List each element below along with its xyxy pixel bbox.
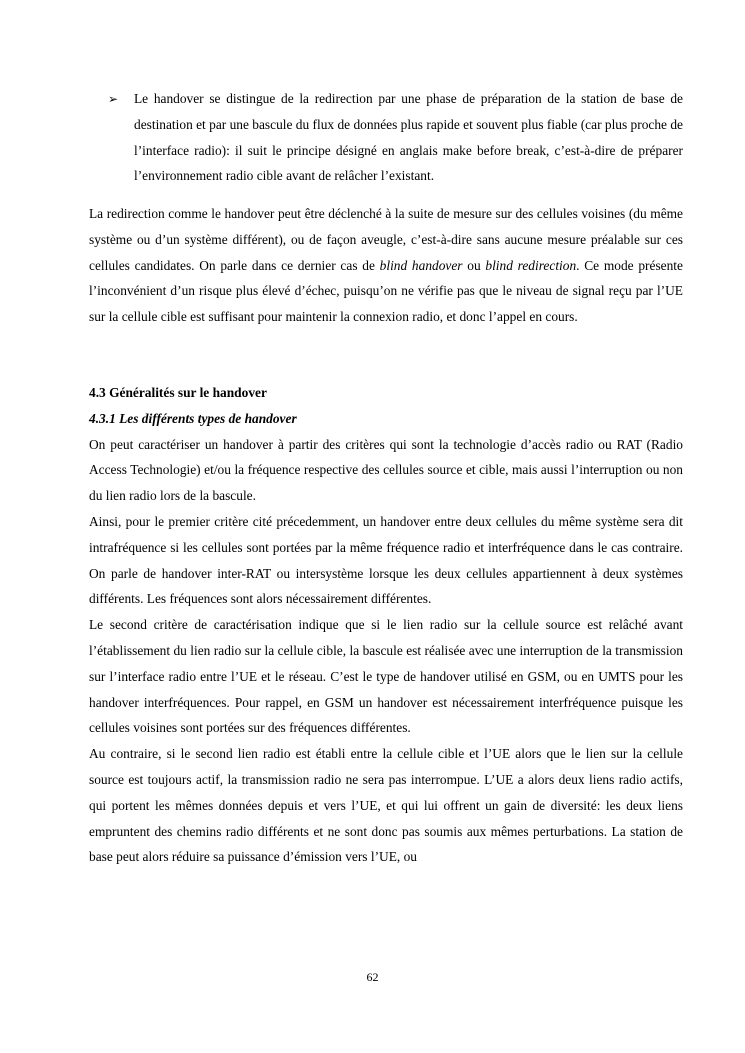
section-heading: 4.3 Généralités sur le handover bbox=[89, 385, 267, 400]
page-number: 62 bbox=[366, 970, 379, 984]
paragraph-soft-handover: Au contraire, si le second lien radio est établi entre la cellule cible et l’UE alors que le lien sur la cellule source est toujours actif, la transmission radio ne sera pas interrompue. L’UE a alors deux liens radio actifs, qui portent les mêmes données depuis et vers l’UE, et qui lui offrent un gain de diversité: les deux liens empruntent des chemins radio différents et ne sont donc pas soumis aux mêmes perturbations. La station de base peut alors réduire sa puissance d’émission vers l’UE, ou bbox=[89, 746, 683, 865]
subsection-heading: 4.3.1 Les différents types de handover bbox=[89, 410, 297, 426]
term-blind-handover: blind handover bbox=[379, 257, 463, 273]
bullet-text: Le handover se distingue de la redirection par une phase de préparation de la station de base de destination et par une bascule du flux de données plus rapide et souvent plus fiable (car plus proche de l’interface radio): il suit le principe désigné en anglais make before break, c’est-à-dire de préparer l’environnement radio cible avant de relâcher l’existant. bbox=[134, 91, 683, 184]
para1-text-a: La redirection comme le handover peut être déclenché à la suite de mesure sur des cellules voisines (du même système ou d’un système différent), ou de façon aveugle, c’est-à-dire sans aucune mesure préalable sur ces cellules candidates. On parle dans ce dernier cas de bbox=[89, 206, 683, 273]
paragraph-second-criterion: Le second critère de caractérisation indique que si le lien radio sur la cellule source est relâché avant l’établissement du lien radio sur la cellule cible, la bascule est réalisée avec une interruption de la transmission sur l’interface radio entre l’UE et le réseau. C’est le type de handover utilisé en GSM, ou en UMTS pour les handover interfréquences. Pour rappel, en GSM un handover est nécessairement interfréquence puisque les cellules voisines sont portées sur des fréquences différentes. bbox=[89, 617, 683, 736]
arrow-bullet-icon: ➢ bbox=[108, 92, 119, 106]
term-blind-redirection: blind redirection bbox=[485, 257, 577, 273]
bullet-item bbox=[108, 86, 683, 189]
paragraph-criteria: On peut caractériser un handover à partir des critères qui sont la technologie d’accès radio ou RAT (Radio Access Technologie) et/ou la fréquence respective des cellules source et cible, mais aussi l’interruption ou non du lien radio lors de la bascule. bbox=[89, 436, 683, 504]
section-4-3 bbox=[89, 380, 683, 870]
paragraph-redirection bbox=[89, 201, 683, 330]
para1-text-b: ou bbox=[462, 257, 486, 273]
para1-text-c: . Ce mode présente l’inconvénient d’un risque plus élevé d’échec, puisqu’on ne vérifie pas que le niveau de signal reçu par l’UE sur la cellule cible est suffisant pour maintenir la connexion radio, et donc l’appel en cours. bbox=[89, 257, 683, 325]
paragraph-first-criterion: Ainsi, pour le premier critère cité précedemment, un handover entre deux cellules du même système sera dit intrafréquence si les cellules sont portées par la même fréquence radio et interfréquence dans le cas contraire. On parle de handover inter-RAT ou intersystème lorsque les deux cellules appartiennent à deux systèmes différents. Les fréquences sont alors nécessairement différentes. bbox=[89, 513, 683, 607]
